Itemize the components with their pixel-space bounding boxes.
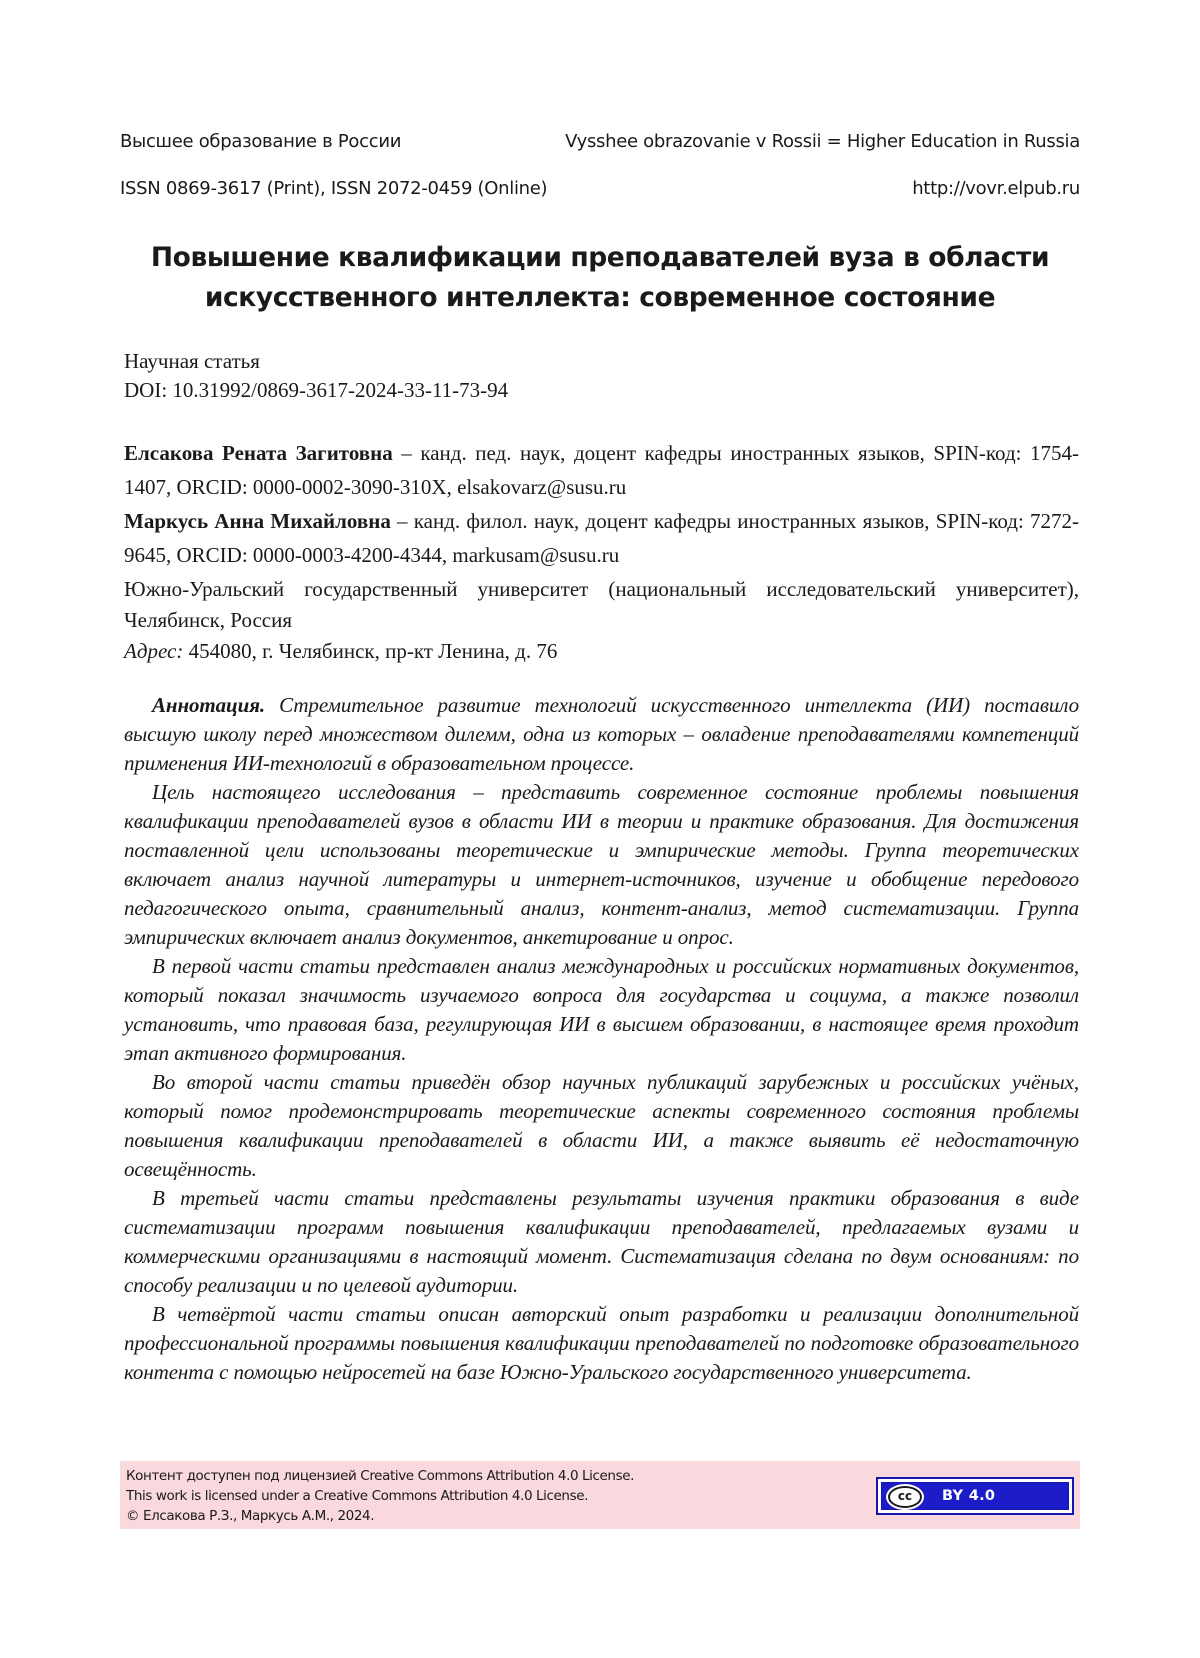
doi: DOI: 10.31992/0869-3617-2024-33-11-73-94 [124, 378, 509, 402]
author-name: Елсакова Рената Загитовна [124, 441, 393, 465]
issn: ISSN 0869-3617 (Print), ISSN 2072-0459 (Online) [120, 178, 548, 199]
author-2 [124, 504, 1079, 572]
cc-logo-icon [886, 1484, 924, 1510]
abstract-paragraph: В четвёртой части статьи описан авторский опыт разработки и реализации дополнительной профессиональной программы повышения квалификации преподавателей по подготовке образовательного контента с помощью нейросетей на базе Южно-Уральского государственного университета. [124, 1302, 1079, 1384]
address-label: Адрес: [124, 639, 184, 663]
author-1 [124, 436, 1079, 504]
cc-logo-text: cc [888, 1486, 922, 1508]
author-info: – канд. пед. наук, доцент кафедры иностранных языков, SPIN-код: 1754-1407, ORCID: 0000-0002-3090-310X, elsakovarz@susu.ru [124, 441, 1079, 499]
cc-badge-inner [881, 1482, 1069, 1510]
license-text [126, 1466, 634, 1526]
author-name: Маркусь Анна Михайловна [124, 509, 391, 533]
address-text: 454080, г. Челябинск, пр-кт Ленина, д. 76 [183, 639, 558, 663]
abstract-text: Стремительное развитие технологий искусственного интеллекта (ИИ) поставило высшую школу перед множеством дилемм, одна из которых – овладение преподавателями компетенций применения ИИ-технологий в образовательном процессе. [124, 693, 1079, 775]
abstract [124, 691, 1079, 1387]
journal-url[interactable]: http://vovr.elpub.ru [912, 178, 1080, 199]
authors [124, 436, 1079, 572]
abstract-paragraph: В первой части статьи представлен анализ международных и российских нормативных документов, который показал значимость изучаемого вопроса для государства и социума, а также позволил установить, что правовая база, регулирующая ИИ в высшем образовании, в настоящее время проходит этап активного формирования. [124, 954, 1079, 1065]
abstract-paragraph: Во второй части статьи приведён обзор научных публикаций зарубежных и российских учёных, который помог продемонстрировать теоретические аспекты современного состояния проблемы повышения квалификации преподавателей в области ИИ, а также выявить её недостаточную освещённость. [124, 1070, 1079, 1181]
license-box [120, 1461, 1080, 1529]
address [124, 636, 1079, 667]
abstract-label: Аннотация. [152, 693, 266, 717]
article-type: Научная статья [124, 349, 260, 373]
journal-name-en: Vysshee obrazovanie v Rossii = Higher Education in Russia [565, 131, 1080, 152]
cc-by-badge[interactable] [876, 1477, 1074, 1515]
article-meta [124, 347, 1079, 405]
license-line-en: This work is licensed under a Creative Commons Attribution 4.0 License. [126, 1488, 589, 1504]
license-line-ru: Контент доступен под лицензией Creative Commons Attribution 4.0 License. [126, 1468, 635, 1484]
article-title [120, 238, 1080, 318]
author-info: – канд. филол. наук, доцент кафедры иностранных языков, SPIN-код: 7272-9645, ORCID: 0000-0003-4200-4344, markusam@susu.ru [124, 509, 1079, 567]
affiliation [124, 574, 1079, 667]
article-title-line-1: Повышение квалификации преподавателей вуза в области [150, 242, 1050, 273]
article-title-line-2: искусственного интеллекта: современное состояние [204, 282, 996, 313]
cc-by-label: BY 4.0 [942, 1488, 996, 1504]
abstract-paragraph [124, 691, 1079, 778]
abstract-paragraph: Цель настоящего исследования – представить современное состояние проблемы повышения квалификации преподавателей вузов в области ИИ в теории и практике образования. Для достижения поставленной цели использованы теоретические и эмпирические методы. Группа теоретических включает анализ научной литературы и интернет-источников, изучение и обобщение передового педагогического опыта, сравнительный анализ, контент-анализ, метод систематизации. Группа эмпирических включает анализ документов, анкетирование и опрос. [124, 780, 1079, 949]
copyright: © Елсакова Р.З., Маркусь А.М., 2024. [126, 1508, 375, 1524]
university: Южно-Уральский государственный университет (национальный исследовательский университет), Челябинск, Россия [124, 577, 1079, 632]
journal-name-ru: Высшее образование в России [120, 131, 402, 152]
abstract-paragraph: В третьей части статьи представлены результаты изучения практики образования в виде систематизации программ повышения квалификации преподавателей, предлагаемых вузами и коммерческими организациями в настоящий момент. Систематизация сделана по двум основаниям: по способу реализации и по целевой аудитории. [124, 1186, 1079, 1297]
